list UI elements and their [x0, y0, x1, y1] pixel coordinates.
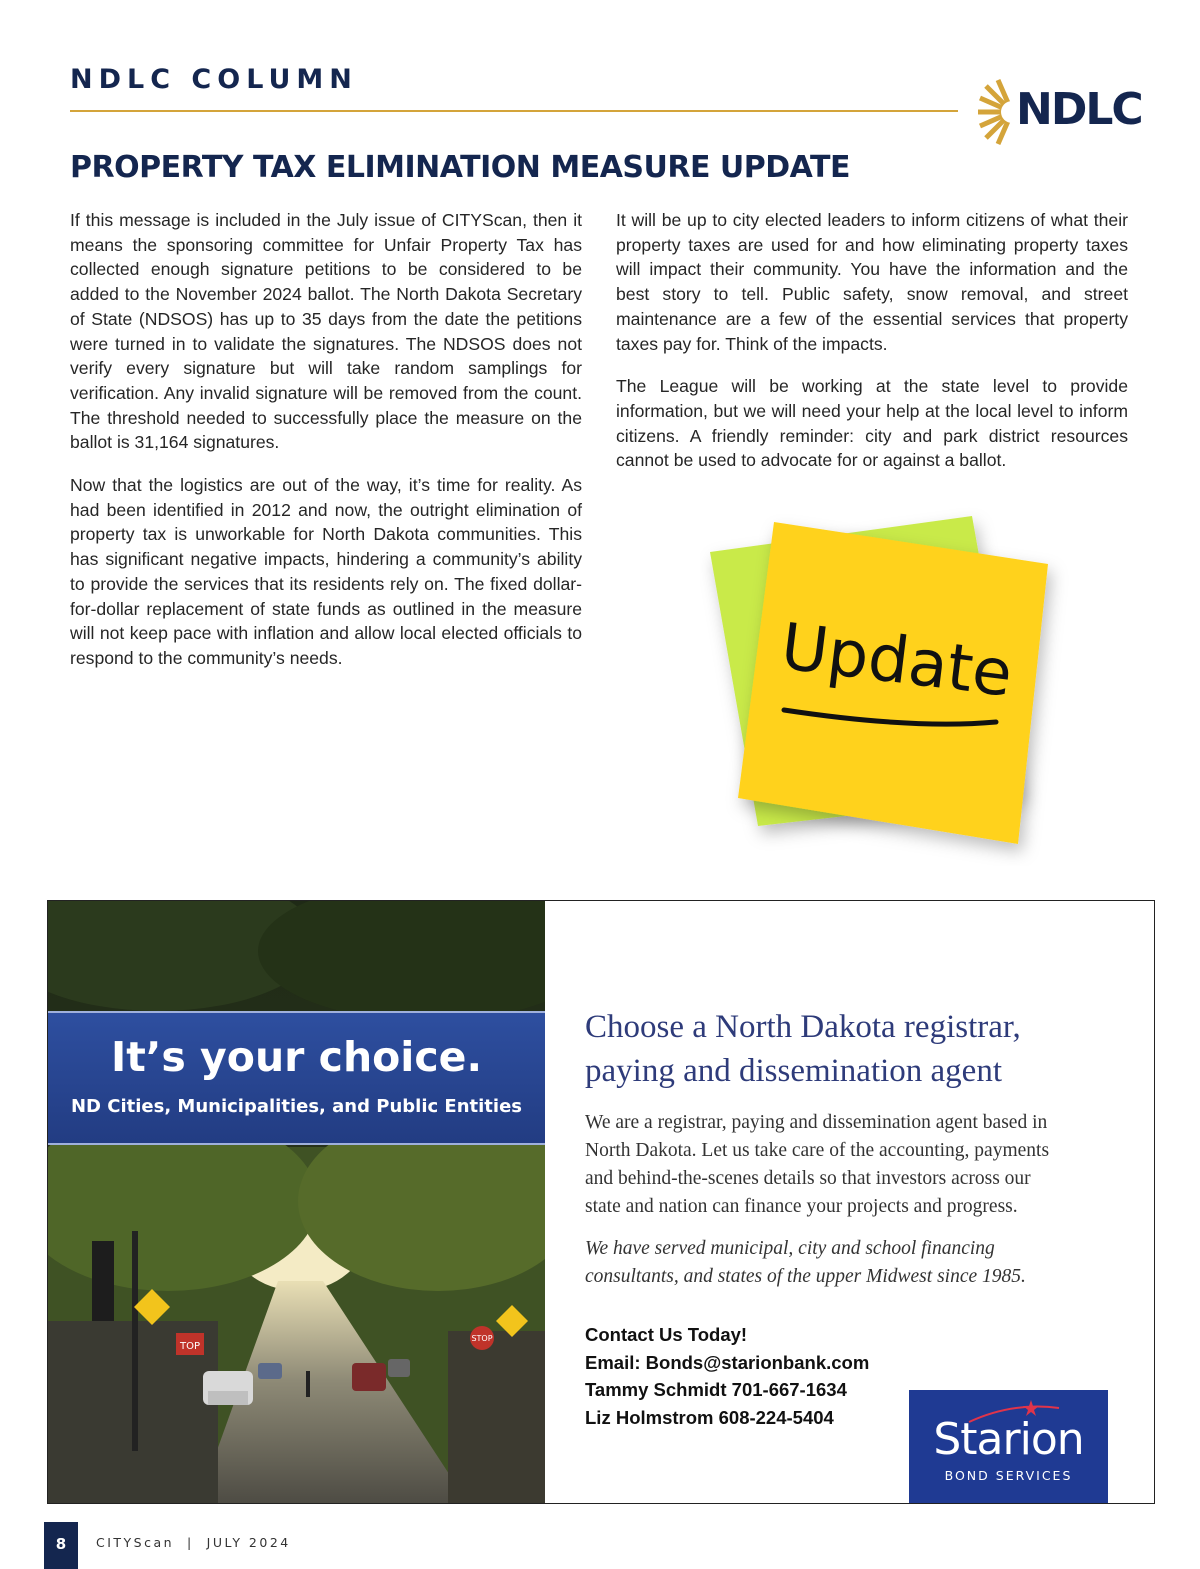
contact-person: Liz Holmstrom 608-224-5404 — [585, 1406, 834, 1428]
article-headline: PROPERTY TAX ELIMINATION MEASURE UPDATE — [70, 150, 851, 185]
ad-headline-line: Choose a North Dakota registrar, — [585, 1009, 1021, 1045]
contact-person: Tammy Schmidt 701-667-1634 — [585, 1379, 847, 1400]
tree-lined-street-photo — [48, 901, 545, 1503]
stop-sign-text: TOP — [179, 1341, 201, 1352]
starion-wordmark: Starion — [933, 1414, 1084, 1465]
section-rule — [70, 110, 958, 112]
stop-sign-text: STOP — [471, 1334, 493, 1343]
sticky-note-text: Update — [777, 610, 1017, 712]
ad-headline — [585, 1005, 1105, 1093]
ad-headline-line: paying and dissemination agent — [585, 1053, 1002, 1089]
paragraph: Now that the logistics are out of the way, it’s time for reality. As had been identified in 2012 and now, the outright elimination of property tax is unworkable for North Dakota communities. This has significant negative impacts, hindering a community’s ability to provide the services that its residents rely on. The fixed dollar-for-dollar replacement of state funds as outlined in the measure will not keep pace with inflation and allow local elected officials to respond to the community’s needs. — [70, 475, 582, 668]
sticky-note-illustration — [700, 506, 1090, 866]
ndlc-logo — [976, 76, 1142, 148]
ad-body — [585, 1109, 1105, 1221]
article-right-column — [616, 208, 1128, 491]
starion-logo — [909, 1390, 1108, 1503]
ad-banner-title: It’s your choice. — [110, 1033, 483, 1081]
footer-publication: CITYScan | JULY 2024 — [96, 1535, 291, 1550]
sunburst-icon — [976, 76, 1018, 148]
paragraph: It will be up to city elected leaders to inform citizens of what their property taxes are used for and how eliminating property taxes will impact their community. You have the information and the best story to tell. Public safety, snow removal, and street maintenance are a few of the essential services that property taxes pay for. Think of the impacts. — [616, 210, 1128, 354]
ad-body-line: We are a registrar, paying and dissemination agent based in — [585, 1112, 1048, 1133]
contact-email[interactable]: Email: Bonds@starionbank.com — [585, 1351, 870, 1373]
ad-tagline-line: consultants, and states of the upper Midwest since 1985. — [585, 1266, 1026, 1287]
contact-heading: Contact Us Today! — [585, 1324, 748, 1345]
starion-subtitle: BOND SERVICES — [944, 1468, 1073, 1483]
ad-tagline-line: We have served municipal, city and school financing — [585, 1238, 995, 1259]
advertisement[interactable] — [47, 900, 1155, 1504]
ad-body-line: state and nation can finance your projects and progress. — [585, 1196, 1018, 1217]
paragraph: If this message is included in the July issue of CITYScan, then it means the sponsoring committee for Unfair Property Tax has collected enough signature petitions to be considered to be added to the November 2024 ballot. The North Dakota Secretary of State (NDSOS) has up to 35 days from the date the petitions were turned in to validate the signatures. The NDSOS does not verify every signature but will take random samplings for verification. Any invalid signature will be removed from the count. The threshold needed to successfully place the measure on the ballot is 31,164 signatures. — [70, 210, 582, 453]
ad-body-line: North Dakota. Let us take care of the accounting, payments — [585, 1140, 1050, 1161]
article-left-column — [70, 208, 582, 689]
page-number-badge: 8 — [44, 1522, 78, 1569]
ad-tagline — [585, 1235, 1105, 1291]
paragraph: The League will be working at the state level to provide information, but we will need your help at the local level to inform citizens. A friendly reminder: city and park district resources cannot be used to advocate for or against a ballot. — [616, 376, 1128, 471]
logo-wordmark: NDLC — [1016, 84, 1142, 135]
ad-banner-subtitle: ND Cities, Municipalities, and Public Entities — [70, 1096, 523, 1117]
section-label: NDLC COLUMN — [70, 64, 358, 95]
ad-body-line: and behind-the-scenes details so that investors across our — [585, 1168, 1031, 1189]
